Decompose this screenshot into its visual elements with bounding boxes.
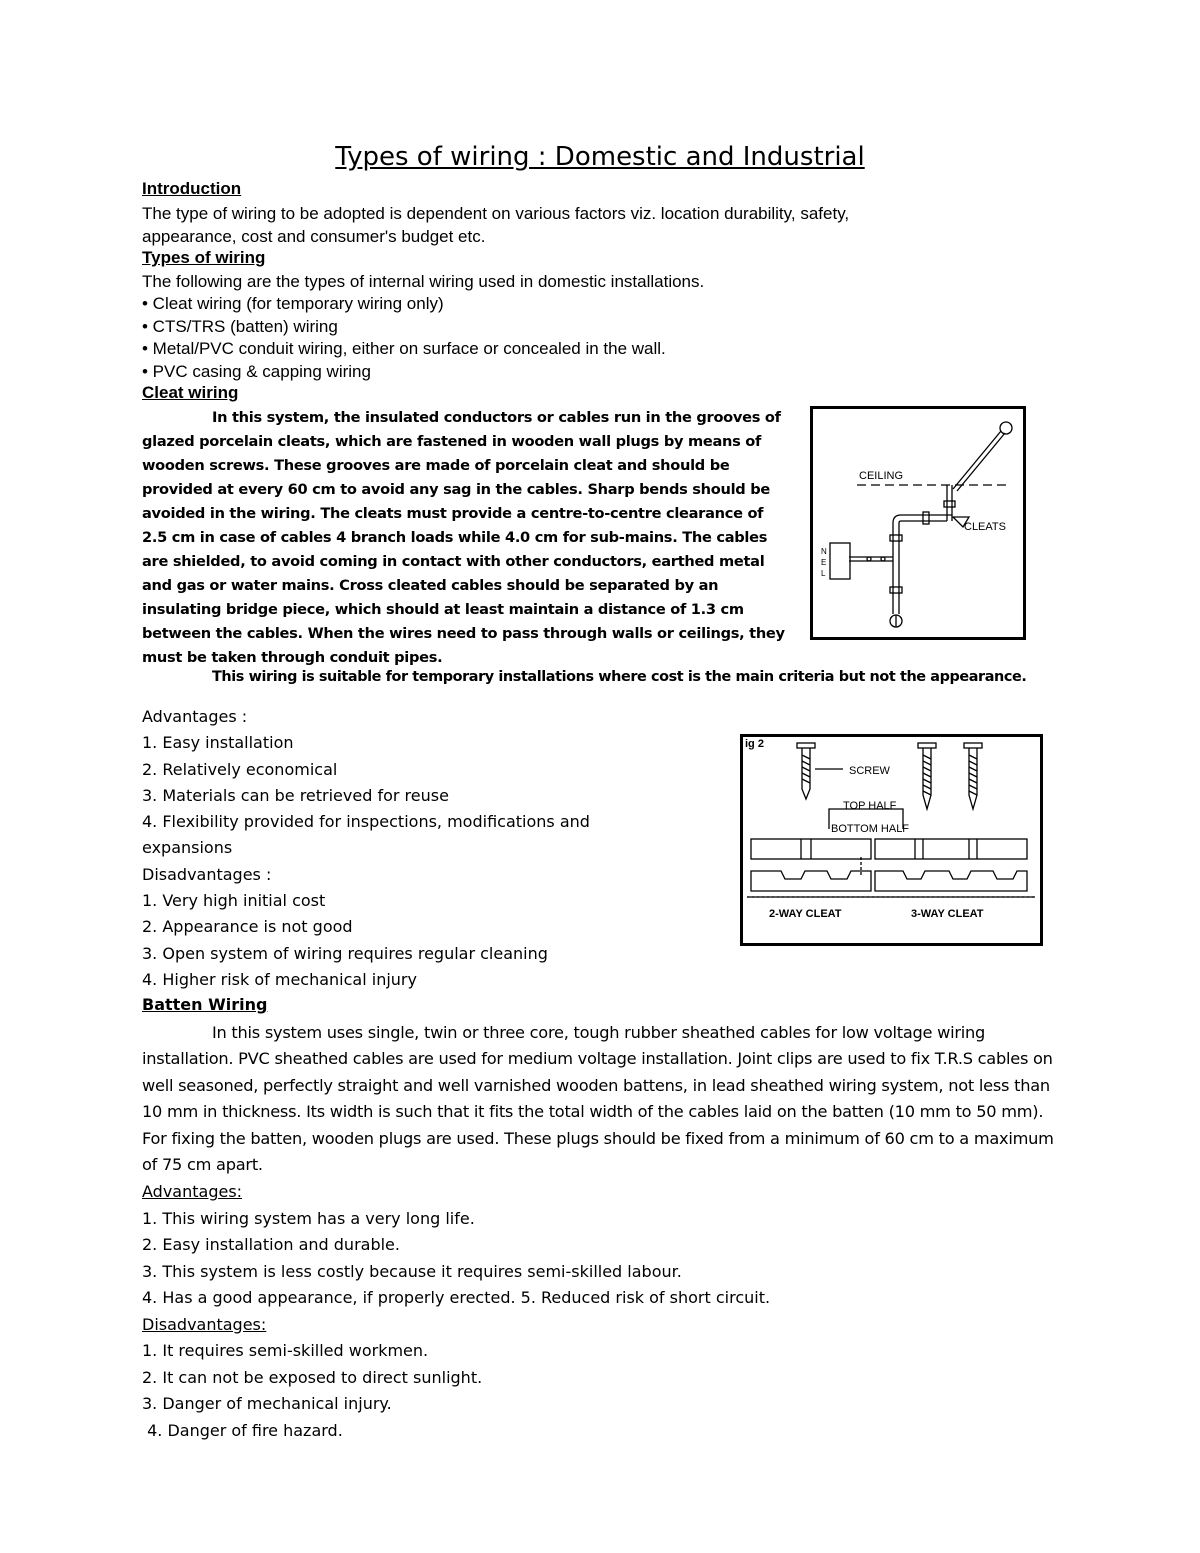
list-item: 2. Appearance is not good: [142, 917, 353, 937]
list-item: 3. Open system of wiring requires regular cleaning: [142, 943, 548, 963]
list-item: 4. Higher risk of mechanical injury: [142, 969, 417, 989]
cleat-suitability: This wiring is suitable for temporary installations where cost is the main criteria but not the appearance.: [212, 669, 1027, 685]
types-item: • Cleat wiring (for temporary wiring only): [142, 294, 444, 313]
list-item: 1. Easy installation: [142, 733, 294, 753]
batten-pros-cons: [142, 1179, 770, 1444]
list-item: 3. Danger of mechanical injury.: [142, 1394, 392, 1413]
disadvantages-heading: Disadvantages :: [142, 864, 272, 884]
introduction-line-2: appearance, cost and consumer's budget etc.: [142, 227, 486, 246]
earth-label: E: [821, 558, 827, 567]
screw-icon: [918, 743, 936, 809]
list-item: 3. Materials can be retrieved for reuse: [142, 785, 449, 805]
two-way-cleat-label: 2-WAY CLEAT: [769, 908, 842, 920]
introduction-line-1: The type of wiring to be adopted is dependent on various factors viz. location durability, safety,: [142, 204, 850, 223]
types-item: • CTS/TRS (batten) wiring: [142, 317, 338, 336]
three-way-cleat-label: 3-WAY CLEAT: [911, 908, 984, 920]
cleats-label: CLEATS: [964, 521, 1006, 533]
types-intro: The following are the types of internal wiring used in domestic installations.: [142, 272, 705, 291]
cleat-paragraph: [142, 406, 792, 670]
batten-paragraph-text: In this system uses single, twin or three core, tough rubber sheathed cables for low voltage wiring installation. PVC sheathed cables are used for medium voltage installation. Joint clips are used to fix T.R.S cables on well seasoned, perfectly straight and well varnished wooden battens, in lead sheathed wiring system, not less than 10 mm in thickness. Its width is such that it fits the total width of the cables laid on the batten (10 mm to 50 mm). For fixing the batten, wooden plugs are used. These plugs should be fixed from a minimum of 60 cm to a maximum of 75 cm apart.: [142, 1023, 1054, 1175]
cleat-paragraph-text: In this system, the insulated conductors or cables run in the grooves of glazed porcelain cleats, which are fastened in wooden wall plugs by means of wooden screws. These grooves are made of porcelain cleat and should be provided at every 60 cm to avoid any sag in the cables. Sharp bends should be avoided in the wiring. The cleats must provide a centre-to-centre clearance of 2.5 cm in case of cables 4 branch loads while 4.0 cm for sub-mains. The cables are shielded, to avoid coming in contact with other conductors, earthed metal and gas or water mains. Cross cleated cables should be separated by an insulating bridge piece, which should at least maintain a distance of 1.3 cm between the cables. When the wires need to pass through walls or ceilings, they must be taken through conduit pipes.: [142, 409, 785, 666]
list-item: 2. Easy installation and durable.: [142, 1235, 400, 1254]
types-item: • Metal/PVC conduit wiring, either on surface or concealed in the wall.: [142, 339, 666, 358]
list-item: expansions: [142, 838, 233, 858]
live-label: L: [821, 569, 826, 578]
list-item: 1. It requires semi-skilled workmen.: [142, 1341, 429, 1360]
list-item: 1. This wiring system has a very long life.: [142, 1208, 475, 1228]
list-item: 4. Has a good appearance, if properly erected. 5. Reduced risk of short circuit.: [142, 1288, 771, 1307]
cleat-types-diagram: [743, 737, 1040, 943]
list-item: 2. It can not be exposed to direct sunlight.: [142, 1367, 483, 1387]
advantages-heading: Advantages :: [142, 707, 248, 726]
neutral-label: N: [821, 547, 827, 556]
cleat-wiring-figure: [810, 406, 1026, 640]
cleat-wiring-diagram: [813, 409, 1023, 637]
list-item: 4. Danger of fire hazard.: [142, 1420, 343, 1440]
list-item: 2. Relatively economical: [142, 759, 338, 779]
top-half-label: TOP HALF: [843, 800, 897, 812]
cleat-heading: Cleat wiring: [142, 383, 239, 402]
bottom-half-label: BOTTOM HALF: [831, 823, 910, 835]
list-item: 4. Flexibility provided for inspections, modifications and: [142, 812, 590, 832]
disadvantages-heading: Disadvantages:: [142, 1314, 267, 1334]
batten-heading: Batten Wiring: [142, 995, 268, 1014]
advantages-heading: Advantages:: [142, 1182, 243, 1201]
types-item: • PVC casing & capping wiring: [142, 362, 371, 381]
figure-label: ig 2: [745, 738, 764, 750]
screw-label: SCREW: [849, 765, 890, 777]
cleat-pros-cons: [142, 704, 590, 993]
cleat-types-figure: [740, 734, 1043, 946]
batten-paragraph: [142, 1020, 1062, 1178]
introduction-heading: Introduction: [142, 179, 242, 198]
list-item: 1. Very high initial cost: [142, 891, 326, 911]
list-item: 3. This system is less costly because it requires semi-skilled labour.: [142, 1261, 682, 1281]
page-title: Types of wiring : Domestic and Industrial: [335, 142, 865, 172]
screw-icon: [964, 743, 982, 809]
screw-icon: [797, 743, 815, 799]
types-heading: Types of wiring: [142, 248, 266, 267]
ceiling-label: CEILING: [859, 470, 904, 482]
